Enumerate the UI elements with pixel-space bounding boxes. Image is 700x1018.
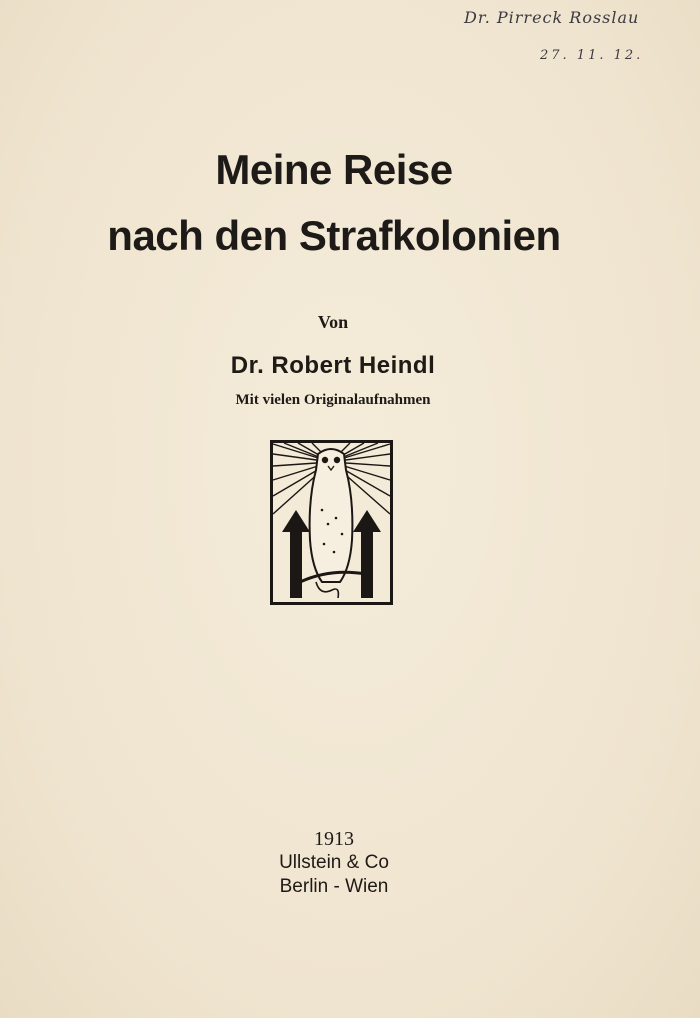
publication-place: Berlin - Wien — [279, 876, 389, 897]
author-name: Dr. Robert Heindl — [230, 352, 436, 379]
handwritten-inscription — [462, 6, 698, 72]
subtitle: Mit vielen Originalaufnahmen — [235, 392, 431, 408]
book-title-line-2: nach den Strafkolonien — [107, 212, 561, 259]
inscription-date: 27. 11. 12. — [540, 48, 644, 63]
book-title-line-1: Meine Reise — [215, 146, 453, 193]
inscription-line-1: Dr. Pirreck Rosslau — [464, 8, 640, 27]
owl-emblem-icon — [270, 440, 393, 605]
byline: Von — [317, 312, 349, 332]
publication-year: 1913 — [314, 828, 354, 850]
publisher: Ullstein & Co — [279, 852, 389, 873]
